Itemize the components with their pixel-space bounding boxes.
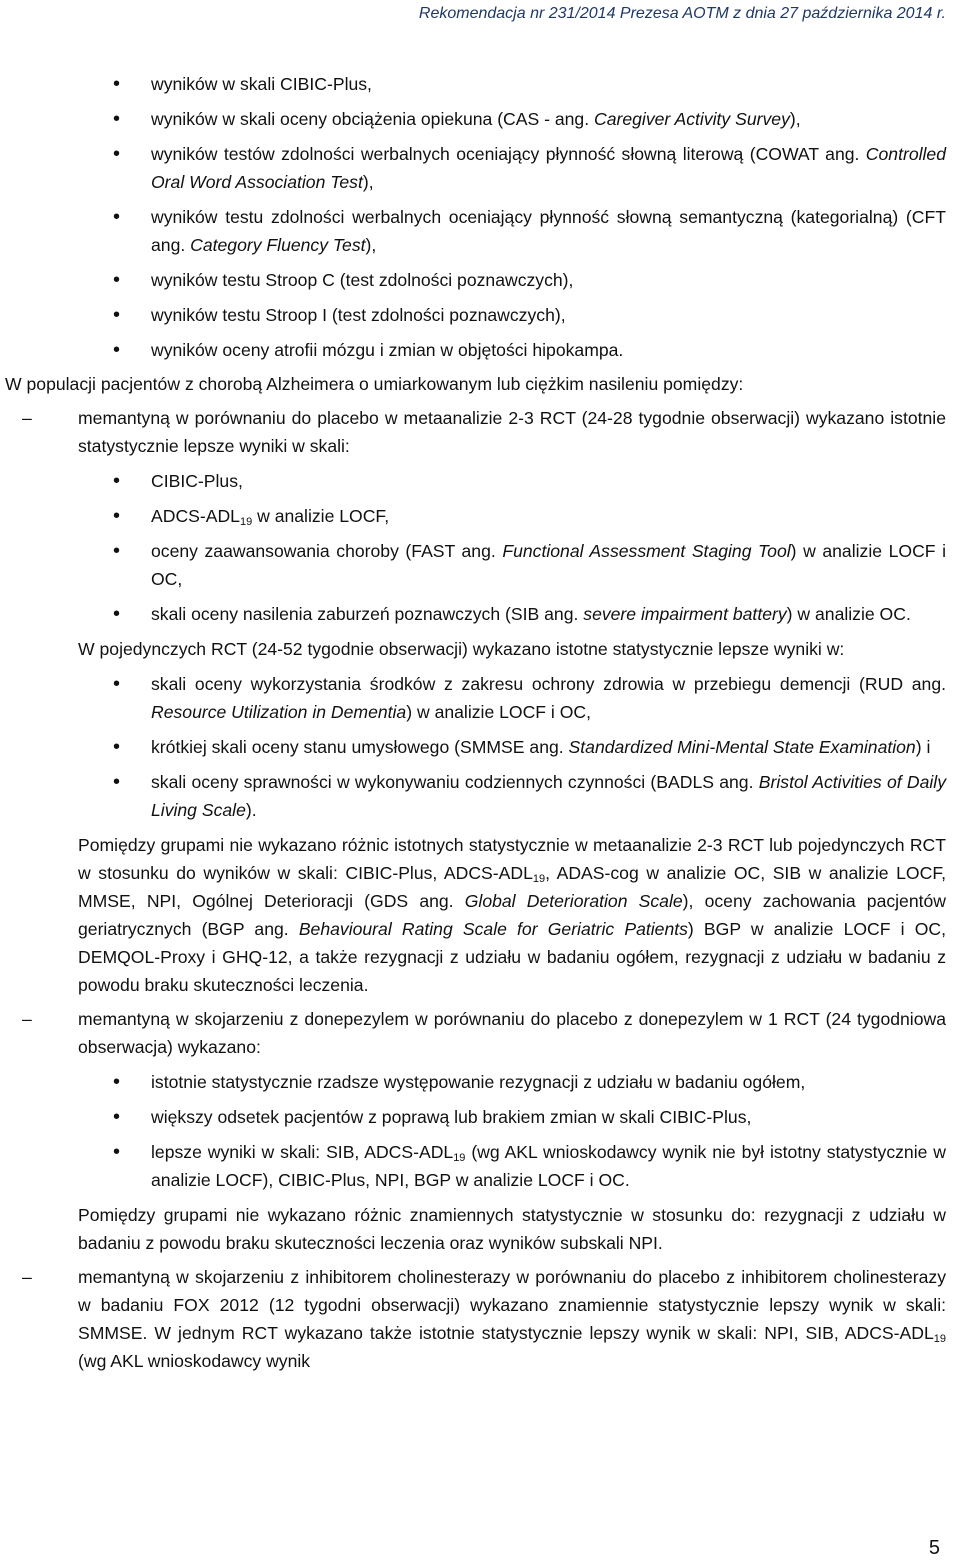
- page-number: 5: [928, 1537, 940, 1559]
- list-item: • istotnie statystycznie rzadsze występowanie rezygnacji z udziału w badaniu ogółem,: [151, 1068, 946, 1096]
- list-item: • skali oceny wykorzystania środków z zakresu ochrony zdrowia w przebiegu demencji (RUD ang. Resource Utilization in Dementia) w analizie LOCF i OC,: [151, 670, 946, 726]
- list-item: • oceny zaawansowania choroby (FAST ang. Functional Assessment Staging Tool) w analizie LOCF i OC,: [151, 537, 946, 593]
- intro-paragraph: W populacji pacjentów z chorobą Alzheimera o umiarkowanym lub ciężkim nasileniu pomiędzy:: [5, 374, 744, 394]
- document-body: [0, 70, 960, 1375]
- bullet-list-scales: [0, 467, 960, 628]
- page-header: Rekomendacja nr 231/2014 Prezesa AOTM z dnia 27 października 2014 r.: [418, 5, 946, 22]
- list-item: • wyników testu zdolności werbalnych oceniający płynność słowną semantyczną (kategorialną) (CFT ang. Category Fluency Test),: [151, 203, 946, 259]
- bullet-list-rct: [0, 670, 960, 824]
- dash-item-memantine-donepezil: – memantyną w skojarzeniu z donepezylem w porównaniu do placebo z donepezylem w 1 RCT (24 tygodniowa obserwacja) wykazano:: [78, 1005, 946, 1061]
- list-item: • wyników testu Stroop I (test zdolności poznawczych),: [151, 301, 946, 329]
- list-item: • wyników w skali CIBIC-Plus,: [151, 70, 946, 98]
- between-groups-paragraph: Pomiędzy grupami nie wykazano różnic istotnych statystycznie w metaanalizie 2-3 RCT lub pojedynczych RCT w stosunku do wyników w skali: CIBIC-Plus, ADCS-$ADL_{19}$, ADAS-cog w analizie OC, SIB w analizie LOCF, MMSE, NPI, Ogólnej Deterioracji (GDS ang. Global Deterioration Scale), oceny zachowania pacjentów geriatrycznych (BGP ang. Behavioural Rating Scale for Geriatric Patients) BGP w analizie LOCF i OC, DEMQOL-Proxy i GHQ-12, a także rezygnacji z udziału w badaniu ogółem, rezygnacji z udziału w badaniu z powodu braku skuteczności leczenia.: [78, 835, 947, 995]
- list-item: • wyników oceny atrofii mózgu i zmian w objętości hipokampa.: [151, 336, 946, 364]
- list-item: • wyników testów zdolności werbalnych oceniający płynność słowną literową (COWAT ang. Controlled Oral Word Association Test),: [151, 140, 946, 196]
- dash-item-memantine-placebo: – memantyną w porównaniu do placebo w metaanalizie 2-3 RCT (24-28 tygodnie obserwacji) wykazano istotnie statystycznie lepsze wyniki w skali:: [78, 404, 946, 460]
- dash-item-memantine-cholinesterase: – memantyną w skojarzeniu z inhibitorem cholinesterazy w porównaniu do placebo z inhibitorem cholinesterazy w badaniu FOX 2012 (12 tygodni obserwacji) wykazano znamiennie statystycznie lepszy wynik w skali: SMMSE. W jednym RCT wykazano także istotnie statystycznie lepszy wynik w skali: NPI, SIB, ADCS-$ADL_{19}$ (wg AKL wnioskodawcy wynik: [78, 1263, 946, 1375]
- list-item: • wyników testu Stroop C (test zdolności poznawczych),: [151, 266, 946, 294]
- list-item: • większy odsetek pacjentów z poprawą lub brakiem zmian w skali CIBIC-Plus,: [151, 1103, 946, 1131]
- rct-paragraph: W pojedynczych RCT (24-52 tygodnie obserwacji) wykazano istotne statystycznie lepsze wyniki w:: [78, 639, 845, 659]
- between-groups-paragraph-2: Pomiędzy grupami nie wykazano różnic znamiennych statystycznie w stosunku do: rezygnacji z udziału w badaniu z powodu braku skuteczności leczenia oraz wyników subskali NPI.: [78, 1205, 946, 1253]
- list-item: • CIBIC-Plus,: [151, 467, 946, 495]
- bullet-list-donepezil: [0, 1068, 960, 1194]
- list-item: • wyników w skali oceny obciążenia opiekuna (CAS - ang. Caregiver Activity Survey),: [151, 105, 946, 133]
- list-item: • krótkiej skali oceny stanu umysłowego (SMMSE ang. Standardized Mini-Mental State Examination) i: [151, 733, 946, 761]
- list-item: • lepsze wyniki w skali: SIB, ADCS-$ADL_{19}$ (wg AKL wnioskodawcy wynik nie był istotny statystycznie w analizie LOCF), CIBIC-Plus, NPI, BGP w analizie LOCF i OC.: [151, 1138, 946, 1194]
- bullet-list-results: [0, 70, 960, 364]
- list-item: • skali oceny nasilenia zaburzeń poznawczych (SIB ang. severe impairment battery) w analizie OC.: [151, 600, 946, 628]
- list-item: • ADCS-$ADL_{19}$ w analizie LOCF,: [151, 502, 946, 530]
- list-item: • skali oceny sprawności w wykonywaniu codziennych czynności (BADLS ang. Bristol Activities of Daily Living Scale).: [151, 768, 946, 824]
